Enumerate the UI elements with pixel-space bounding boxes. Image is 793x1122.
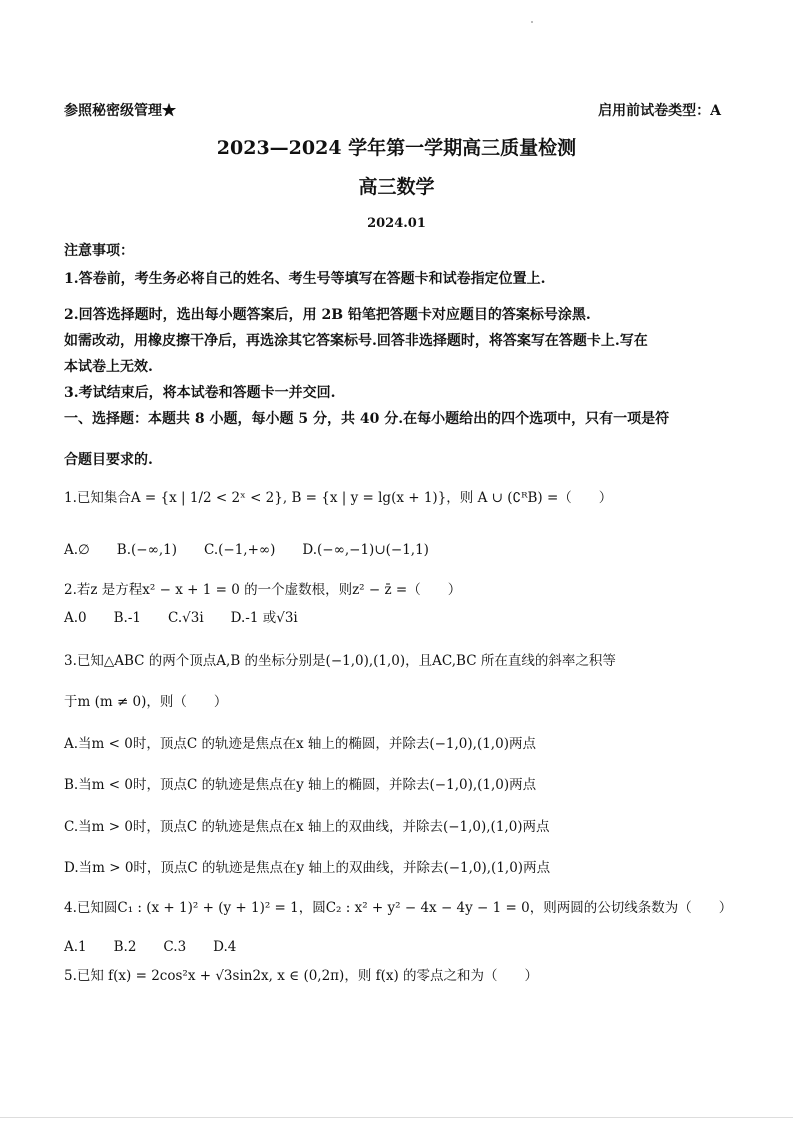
notice-item-1: 1.答卷前，考生务必将自己的姓名、考生号等填写在答题卡和试卷指定位置上. — [64, 271, 546, 287]
exam-title: 2023—2024 学年第一学期高三质量检测 — [216, 137, 577, 159]
question-1-stem: 1.已知集合A = {x | 1/2 < 2ˣ < 2}, B = {x | y = lg(x + 1)}，则 A ∪ (∁ᴿB) =（ ） — [64, 490, 613, 506]
notice-heading: 注意事项： — [64, 243, 134, 259]
question-3-option-a: A.当m < 0时，顶点C 的轨迹是焦点在x 轴上的椭圆，并除去(−1,0),(1,0)两点 — [64, 736, 536, 752]
question-5-stem: 5.已知 f(x) = 2cos²x + √3sin2x, x ∈ (0,2π)，则 f(x) 的零点之和为（ ） — [64, 968, 539, 984]
notice-item-2-cont: 如需改动，用橡皮擦干净后，再选涂其它答案标号.回答非选择题时，将答案写在答题卡上.写在 — [64, 333, 648, 349]
question-3-stem: 3.已知△ABC 的两个顶点A,B 的坐标分别是(−1,0),(1,0)，且AC,BC 所在直线的斜率之积等 — [64, 653, 616, 669]
question-3-option-d: D.当m > 0时，顶点C 的轨迹是焦点在y 轴上的双曲线，并除去(−1,0),(1,0)两点 — [64, 860, 551, 876]
question-2-stem: 2.若z 是方程x² − x + 1 = 0 的一个虚数根，则z² − z̄ =（ ） — [64, 582, 462, 598]
notice-item-3: 3.考试结束后，将本试卷和答题卡一并交回. — [64, 385, 336, 401]
question-4-stem: 4.已知圆C₁ : (x + 1)² + (y + 1)² = 1，圆C₂ : x² + y² − 4x − 4y − 1 = 0，则两圆的公切线条数为（ ） — [64, 900, 733, 916]
question-3-option-b: B.当m < 0时，顶点C 的轨迹是焦点在y 轴上的椭圆，并除去(−1,0),(1,0)两点 — [64, 777, 537, 793]
scan-dot — [531, 21, 533, 23]
notice-item-2-end: 本试卷上无效. — [64, 359, 153, 375]
exam-date: 2024.01 — [367, 216, 426, 231]
question-3-stem-cont: 于m (m ≠ 0)，则（ ） — [64, 694, 228, 710]
question-3-option-c: C.当m > 0时，顶点C 的轨迹是焦点在x 轴上的双曲线，并除去(−1,0),(1,0)两点 — [64, 819, 550, 835]
page-edge-rule — [0, 1117, 793, 1118]
section-heading-cont: 合题目要求的. — [64, 452, 153, 468]
question-1-options: A.∅ B.(−∞,1) C.(−1,+∞) D.(−∞,−1)∪(−1,1) — [64, 542, 429, 558]
question-4-options: A.1 B.2 C.3 D.4 — [64, 939, 237, 955]
exam-subject: 高三数学 — [358, 176, 435, 198]
confidentiality-label: 参照秘密级管理★ — [64, 103, 176, 119]
question-2-options: A.0 B.-1 C.√3i D.-1 或√3i — [64, 610, 298, 626]
section-heading: 一、选择题：本题共 8 小题，每小题 5 分，共 40 分.在每小题给出的四个选项中，只有一项是符 — [64, 411, 670, 427]
paper-type-label: 启用前试卷类型：A — [598, 103, 721, 119]
notice-item-2: 2.回答选择题时，选出每小题答案后，用 2B 铅笔把答题卡对应题目的答案标号涂黑. — [64, 307, 591, 323]
